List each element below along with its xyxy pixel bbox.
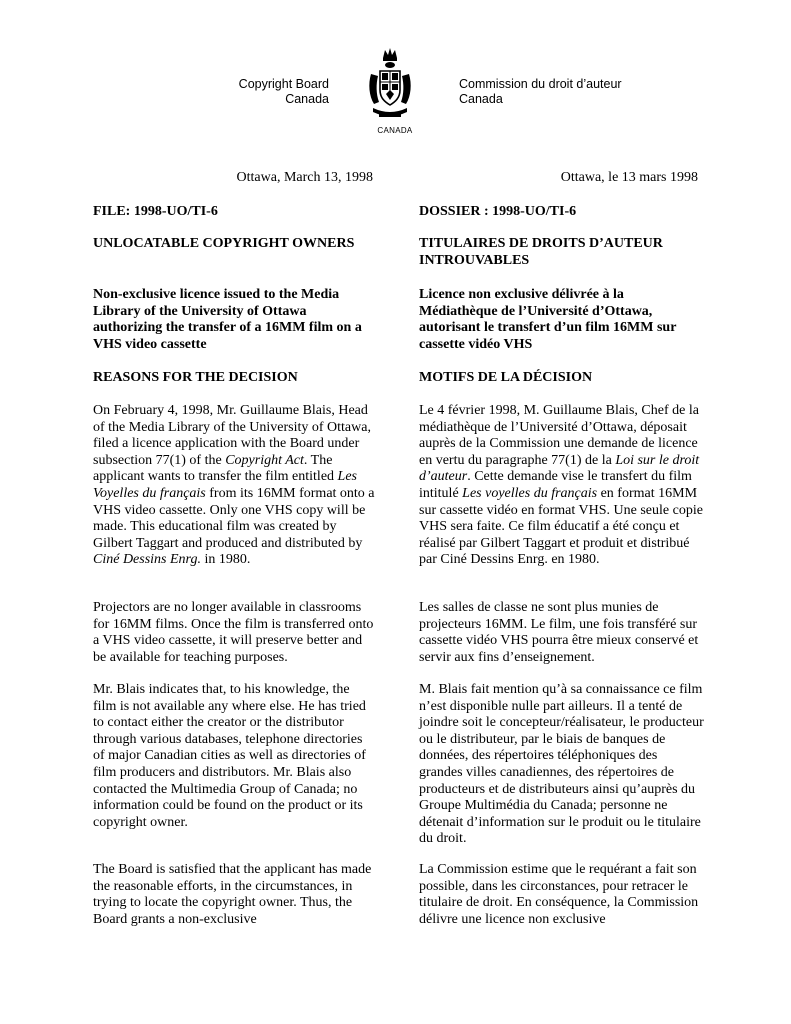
reasons-heading-fr: MOTIFS DE LA DÉCISION	[419, 370, 593, 385]
subject-fr: Licence non exclusive délivrée à la Médiathèque de l’Université d’Ottawa, autorisant le transfert d’un film 16MM sur cassette vidéo VHS	[419, 287, 677, 352]
subject-en: Non-exclusive licence issued to the Media Library of the University of Ottawa authorizing the transfer of a 16MM film on a VHS video cassette	[93, 287, 362, 352]
crest-caption: CANADA	[377, 126, 413, 135]
board-name-en	[234, 77, 329, 107]
board-name-en-line1: Copyright Board	[238, 77, 329, 91]
paragraph-2-fr: Les salles de classe ne sont plus munies de projecteurs 16MM. Le film, une fois transféré sur cassette vidéo VHS pourra être mieux conservé et servir aux fins d’enseignement.	[419, 600, 699, 665]
paragraph-1-en: On February 4, 1998, Mr. Guillaume Blais, Head of the Media Library of the University of Ottawa, filed a licence application with the Board under subsection 77(1) of the Copyright Act. The applicant wants to transfer the film entitled Les Voyelles du français from its 16MM format onto a VHS video cassette. Only one VHS copy will be made. This educational film was created by Gilbert Taggart and produced and distributed by Ciné Dessins Enrg. in 1980.	[93, 403, 375, 568]
file-number-fr: DOSSIER : 1998-UO/TI-6	[419, 204, 577, 219]
paragraph-1-fr: Le 4 février 1998, M. Guillaume Blais, Chef de la médiathèque de l’Université d’Ottawa, déposait auprès de la Commission une demande de licence en vertu du paragraphe 77(1) de la Loi sur le droit d’auteur. Cette demande vise le transfert du film intitulé Les voyelles du français en format 16MM sur cassette vidéo en format VHS. Une seule copie VHS sera faite. Ce film éducatif a été conçu et réalisé par Gilbert Taggart et produit et distribué par Ciné Dessins Enrg. en 1980.	[419, 403, 703, 568]
board-name-fr-line2: Canada	[459, 92, 503, 106]
reasons-heading-en: REASONS FOR THE DECISION	[93, 370, 298, 385]
date-fr: Ottawa, le 13 mars 1998	[560, 170, 698, 185]
company-name-en: Ciné Dessins Enrg.	[93, 552, 201, 568]
paragraph-3-en: Mr. Blais indicates that, to his knowledge, the film is not available any where else. He has tried to contact either the creator or the distributor through various databases, telephone directories of major Canadian cities as well as directories of film producers and distributors. Mr. Blais also contacted the Multimedia Group of Canada; no information could be found on the product or its copyright owner.	[93, 682, 366, 830]
paragraph-2-en: Projectors are no longer available in classrooms for 16MM films. Once the film is transferred onto a VHS video cassette, it will preserve better and be available for teaching purposes.	[93, 600, 374, 665]
file-number-en: FILE: 1998-UO/TI-6	[93, 204, 218, 219]
paragraph-4-fr: La Commission estime que le requérant a fait son possible, dans les circonstances, pour retracer le titulaire de droit. En conséquence, la Commission délivre une licence non exclusive	[419, 862, 699, 927]
film-title-fr: Les voyelles du français	[462, 485, 598, 501]
heading-en: UNLOCATABLE COPYRIGHT OWNERS	[93, 236, 355, 251]
coat-of-arms-icon	[365, 44, 415, 124]
act-title-en: Copyright Act	[225, 452, 304, 468]
date-en: Ottawa, March 13, 1998	[236, 170, 373, 185]
board-name-fr	[459, 77, 659, 107]
board-name-fr-line1: Commission du droit d’auteur	[459, 77, 622, 91]
act-title-fr: Loi sur le droit d’auteur	[419, 452, 700, 485]
heading-fr: TITULAIRES DE DROITS D’AUTEUR INTROUVABLES	[419, 236, 663, 268]
film-title-en: Les Voyelles du français	[93, 469, 357, 501]
paragraph-3-fr: M. Blais fait mention qu’à sa connaissance ce film n’est disponible nulle part ailleurs. Il a tenté de joindre soit le concepteur/réalisateur, le producteur ou le distributeur, par le biais de banques de données, des répertoires téléphoniques des grandes villes canadiennes, des répertoires de producteurs et de distributeurs ainsi qu’auprès du Groupe Multimédia du Canada; personne ne détenait d’information sur le produit ou le titulaire du droit.	[419, 682, 704, 847]
paragraph-4-en: The Board is satisfied that the applicant has made the reasonable efforts, in the circumstances, in trying to locate the copyright owner. Thus, the Board grants a non-exclusive	[93, 862, 372, 927]
board-name-en-line2: Canada	[285, 92, 329, 106]
